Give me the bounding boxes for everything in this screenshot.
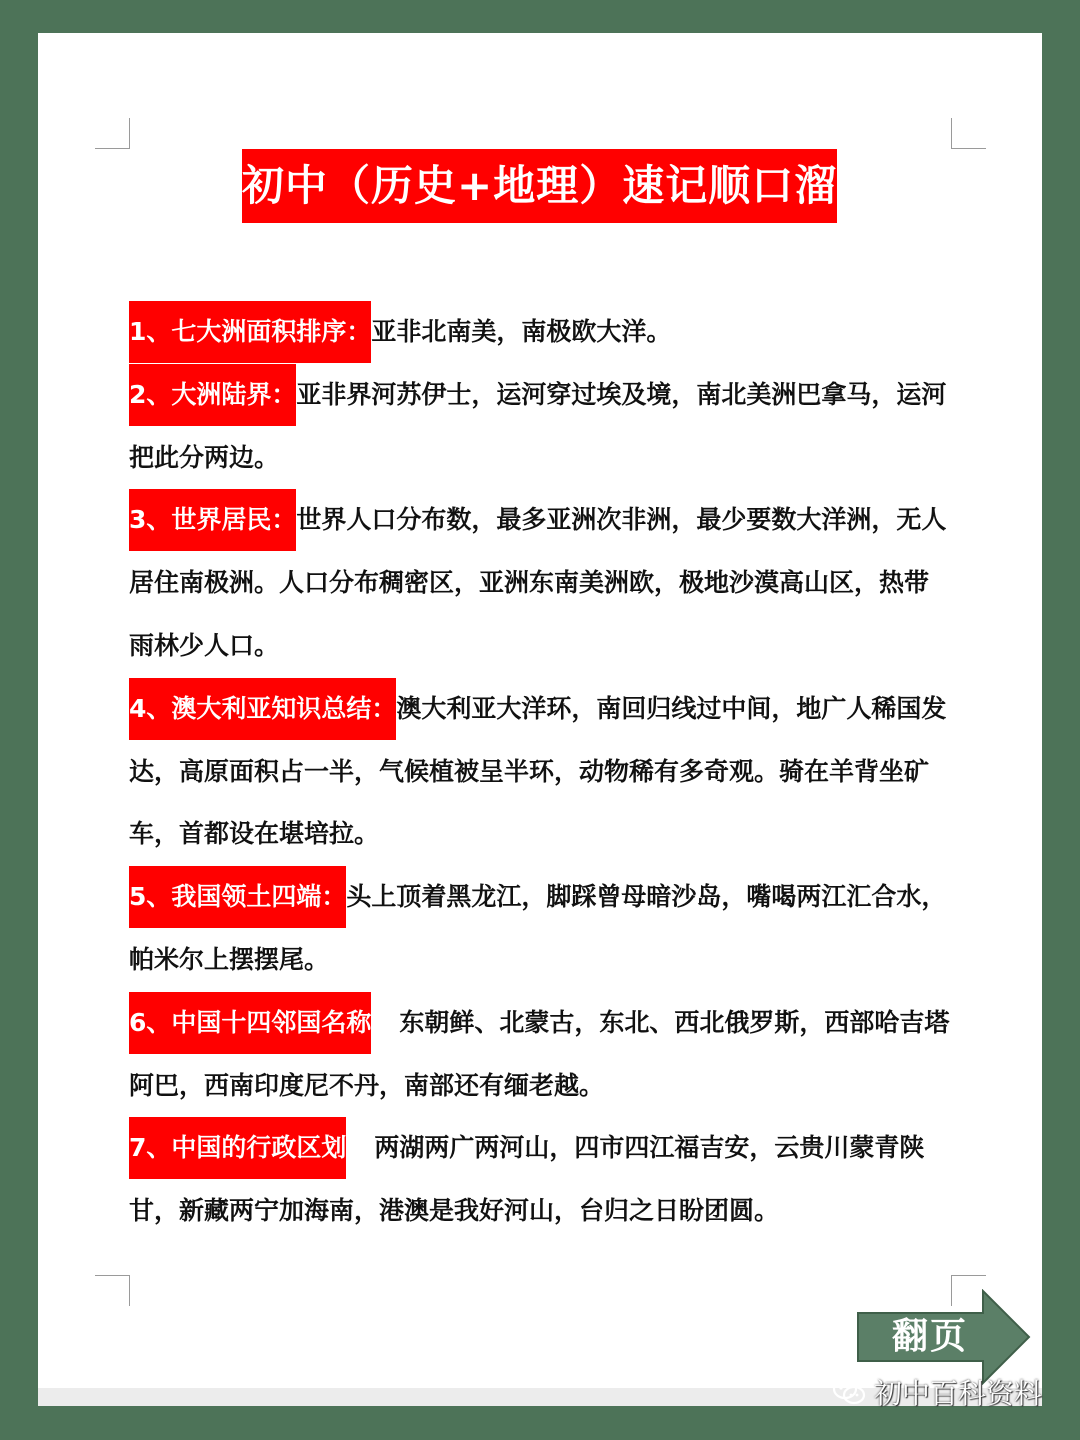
document-page [38,33,1042,1406]
item-text: 东朝鲜、北蒙古，东北、西北俄罗斯，西部哈吉塔阿巴，西南印度尼不丹，南部还有缅老越。 [129,1007,950,1100]
item-label: 6、中国十四邻国名称 [129,992,371,1054]
item-text: 亚非界河苏伊士，运河穿过埃及境，南北美洲巴拿马，运河把此分两边。 [129,379,947,472]
list-item [129,866,952,992]
wechat-icon [832,1378,866,1406]
watermark-text: 初中百科资料 [873,1377,1042,1410]
list-item [129,1117,952,1243]
item-text: 两湖两广两河山，四市四江福吉安，云贵川蒙青陕甘，新藏两宁加海南，港澳是我好河山，台归之日盼团圆。 [129,1133,925,1226]
list-item [129,301,952,364]
item-text: 世界人口分布数，最多亚洲次非洲，最少要数大洋洲，无人居住南极洲。人口分布稠密区，亚洲东南美洲欧，极地沙漠高山区，热带雨林少人口。 [129,505,947,660]
crop-mark-top-left [95,118,130,149]
crop-mark-bottom-left [95,1275,130,1306]
content-list [129,301,952,1243]
list-item [129,364,952,490]
list-item [129,489,952,677]
item-text: 亚非北南美，南极欧大洋。 [371,317,672,346]
item-label: 2、大洲陆界： [129,364,296,426]
item-label: 4、澳大利亚知识总结： [129,678,396,740]
list-item [129,678,952,866]
list-item [129,992,952,1118]
next-page-button[interactable] [857,1289,1031,1385]
page-title: 初中（历史+地理）速记顺口溜 [242,149,837,223]
item-label: 1、七大洲面积排序： [129,301,371,363]
item-text: 头上顶着黑龙江，脚踩曾母暗沙岛，嘴喝两江汇合水，帕米尔上摆摆尾。 [129,882,947,974]
item-label: 3、世界居民： [129,489,296,551]
crop-mark-top-right [951,118,986,149]
item-label: 7、中国的行政区划 [129,1117,346,1179]
item-label: 5、我国领土四端： [129,866,346,928]
item-text: 澳大利亚大洋环，南回归线过中间，地广人稀国发达，高原面积占一半，气候植被呈半环，动物稀有多奇观。骑在羊背坐矿车，首都设在堪培拉。 [129,693,947,849]
next-page-label: 翻页 [891,1316,968,1357]
watermark [832,1374,1042,1410]
